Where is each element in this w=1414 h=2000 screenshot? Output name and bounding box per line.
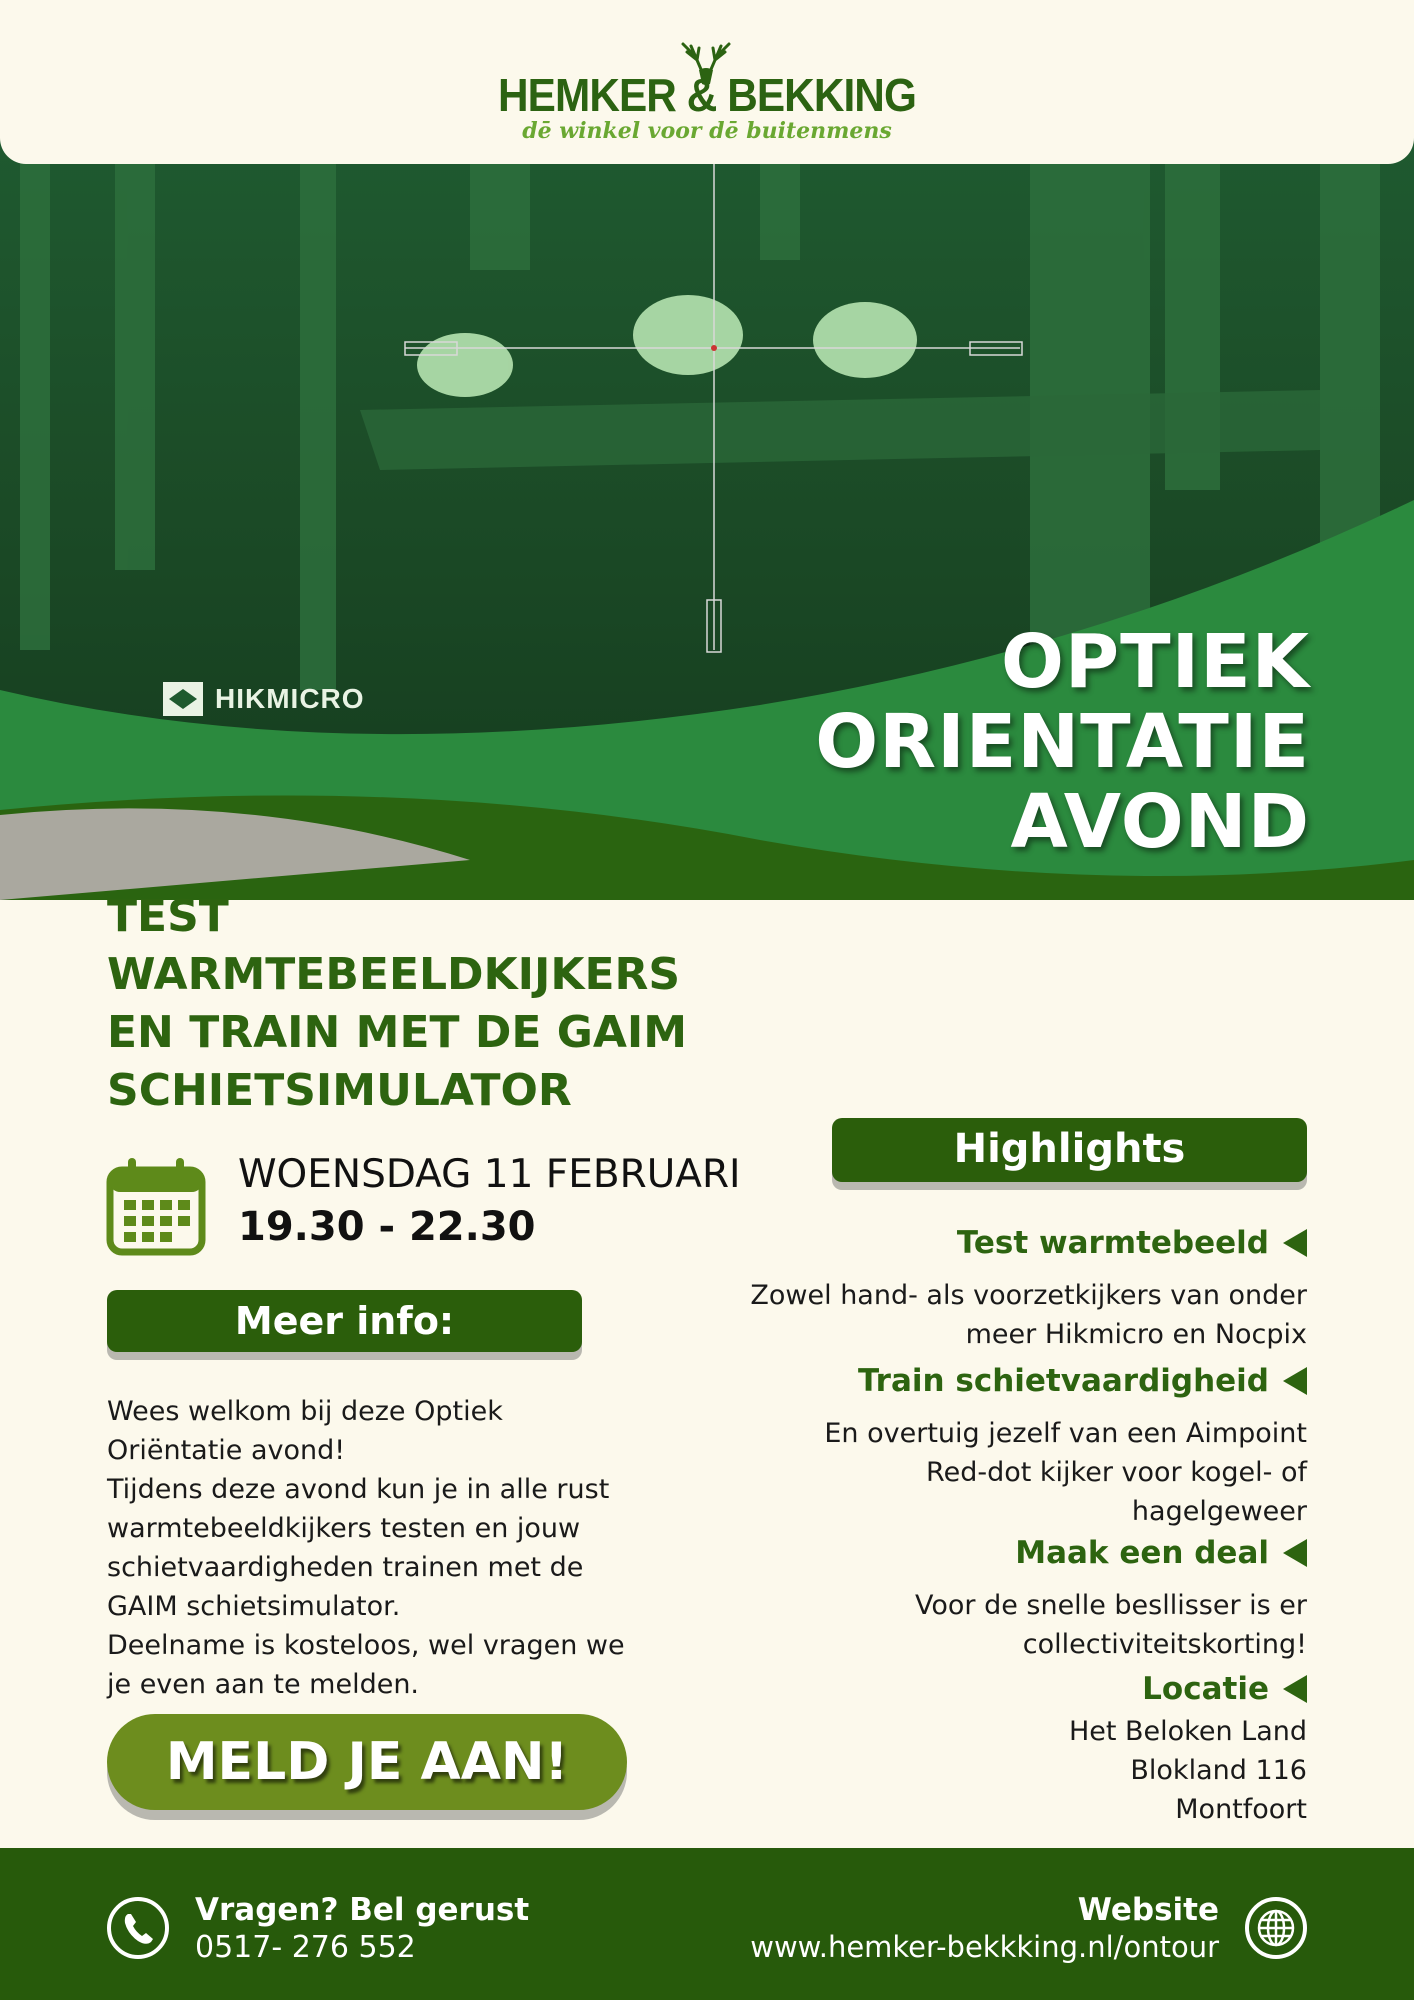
phone-number[interactable]: 0517- 276 552	[195, 1930, 416, 1965]
register-button[interactable]: MELD JE AAN!	[107, 1714, 627, 1810]
triangle-left-icon	[1283, 1539, 1307, 1567]
info-line: GAIM schietsimulator.	[107, 1591, 401, 1622]
subtitle-line: WARMTEBEELDKIJKERS	[107, 949, 681, 1000]
highlight-line: Red-dot kijker voor kogel- of	[926, 1457, 1307, 1488]
triangle-left-icon	[1283, 1675, 1307, 1703]
event-title	[815, 619, 1310, 865]
info-heading: Meer info:	[107, 1290, 582, 1352]
website-label: Website	[1077, 1892, 1219, 1928]
event-subtitle	[107, 888, 787, 1120]
highlight-line: Zowel hand- als voorzetkijkers van onder	[750, 1280, 1307, 1311]
subtitle-line: SCHIETSIMULATOR	[107, 1065, 572, 1116]
highlight-line: Blokland 116	[1130, 1755, 1307, 1786]
info-line: Oriëntatie avond!	[107, 1435, 346, 1466]
brand-name: HEMKER & BEKKING	[498, 69, 916, 121]
subtitle-line: EN TRAIN MET DE GAIM	[107, 1007, 688, 1058]
highlight-text	[915, 1586, 1307, 1664]
info-line: warmtebeeldkijkers testen en jouw	[107, 1513, 581, 1544]
highlight-title	[858, 1363, 1307, 1399]
highlight-line: collectiviteitskorting!	[1022, 1629, 1307, 1660]
event-title-line: OPTIEK	[1000, 619, 1310, 705]
info-line: Wees welkom bij deze Optiek	[107, 1396, 503, 1427]
info-text	[107, 1392, 647, 1704]
highlight-title	[1142, 1671, 1307, 1707]
highlight-line: Voor de snelle besllisser is er	[914, 1590, 1307, 1621]
highlight-line: En overtuig jezelf van een Aimpoint	[824, 1418, 1307, 1449]
highlight-title	[957, 1225, 1307, 1261]
highlight-line: Montfoort	[1175, 1794, 1307, 1825]
partner-logo-text: HIKMICRO	[215, 683, 365, 714]
brand-tagline: dē winkel voor dē buitenmens	[522, 118, 892, 144]
info-line: Tijdens deze avond kun je in alle rust	[107, 1474, 610, 1505]
header	[0, 0, 1414, 164]
event-time: 19.30 - 22.30	[238, 1204, 536, 1250]
phone-icon[interactable]	[106, 1896, 170, 1960]
event-date: WOENSDAG 11 FEBRUARI	[238, 1152, 741, 1197]
hikmicro-mark-icon	[163, 682, 203, 716]
highlight-text	[1069, 1712, 1307, 1829]
triangle-left-icon	[1283, 1229, 1307, 1257]
highlight-title-text: Locatie	[1142, 1671, 1269, 1707]
info-line: Deelname is kosteloos, wel vragen we	[107, 1630, 625, 1661]
highlight-line: hagelgeweer	[1131, 1496, 1307, 1527]
hikmicro-logo	[163, 682, 365, 716]
highlight-line: Het Beloken Land	[1068, 1716, 1307, 1747]
highlight-line: meer Hikmicro en Nocpix	[965, 1319, 1307, 1350]
triangle-left-icon	[1283, 1367, 1307, 1395]
highlights-heading: Highlights	[832, 1118, 1307, 1182]
info-line: je even aan te melden.	[107, 1669, 420, 1700]
calendar-icon	[106, 1156, 206, 1256]
subtitle-line: TEST	[107, 891, 229, 942]
globe-icon[interactable]	[1244, 1896, 1308, 1960]
event-title-line: AVOND	[1010, 779, 1310, 865]
highlight-title-text: Test warmtebeeld	[956, 1225, 1269, 1261]
highlight-title	[1015, 1535, 1307, 1571]
website-link[interactable]: www.hemker-bekkking.nl/ontour	[750, 1930, 1219, 1964]
highlight-text	[750, 1276, 1307, 1354]
highlight-title-text: Maak een deal	[1015, 1535, 1269, 1571]
highlight-title-text: Train schietvaardigheid	[857, 1363, 1269, 1399]
info-line: schietvaardigheden trainen met de	[107, 1552, 584, 1583]
highlight-text	[824, 1414, 1307, 1531]
event-title-line: ORIENTATIE	[815, 699, 1310, 785]
phone-question: Vragen? Bel gerust	[195, 1892, 530, 1928]
